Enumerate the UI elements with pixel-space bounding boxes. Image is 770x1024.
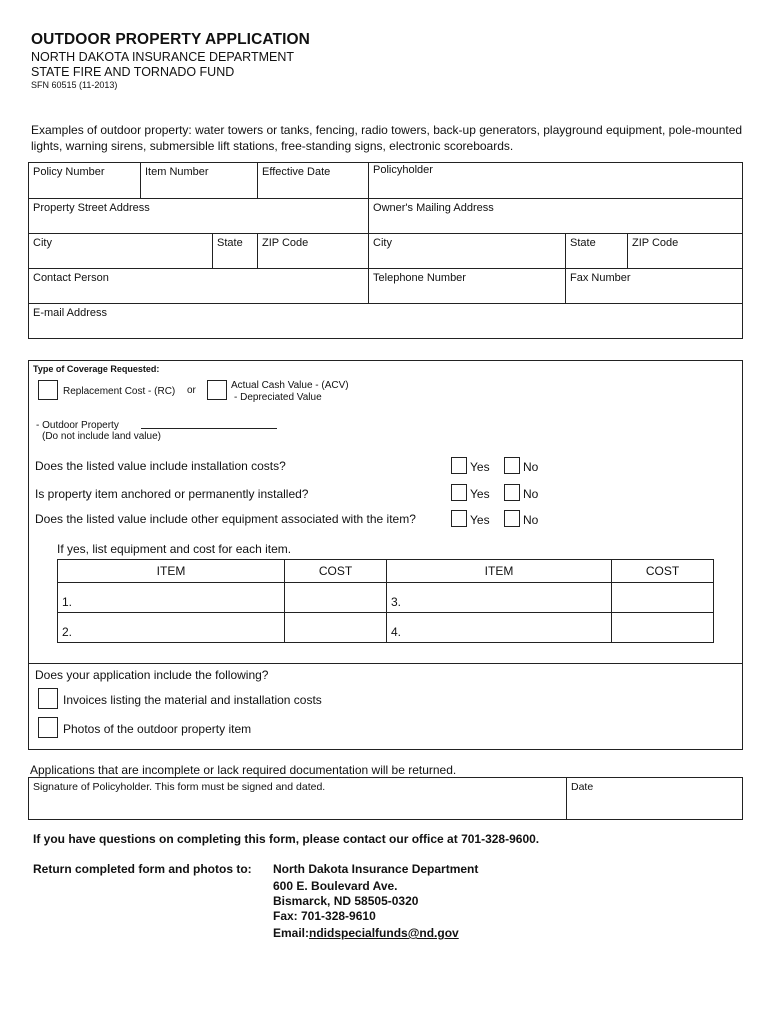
email-row bbox=[273, 926, 459, 940]
return-address-line: 600 E. Boulevard Ave. bbox=[273, 879, 398, 893]
contact-person-field[interactable]: Contact Person bbox=[29, 269, 369, 304]
outdoor-property-value-line[interactable] bbox=[141, 428, 277, 429]
effective-date-field[interactable]: Effective Date bbox=[258, 163, 369, 199]
signature-date-field[interactable]: Date bbox=[567, 778, 743, 820]
telephone-number-field[interactable]: Telephone Number bbox=[369, 269, 566, 304]
return-label: Return completed form and photos to: bbox=[33, 862, 252, 876]
form-title: OUTDOOR PROPERTY APPLICATION bbox=[31, 31, 310, 48]
questions-contact: If you have questions on completing this form, please contact our office at 701-328-9600. bbox=[33, 832, 540, 846]
documentation-question: Does your application include the following? bbox=[35, 668, 269, 682]
outdoor-property-note: (Do not include land value) bbox=[42, 431, 161, 442]
q3-yes-checkbox[interactable] bbox=[451, 510, 467, 527]
property-city-field[interactable]: City bbox=[29, 234, 213, 269]
signature-field[interactable]: Signature of Policyholder. This form must be signed and dated. bbox=[29, 778, 567, 820]
mailing-city-field[interactable]: City bbox=[369, 234, 566, 269]
item-number-field[interactable]: Item Number bbox=[141, 163, 258, 199]
table-header-cost-2: COST bbox=[612, 560, 714, 583]
invoices-label: Invoices listing the material and installation costs bbox=[63, 693, 322, 707]
q3-no-label: No bbox=[523, 513, 539, 527]
question-other-equipment: Does the listed value include other equipment associated with the item? bbox=[35, 512, 416, 526]
outdoor-property-label: - Outdoor Property bbox=[36, 420, 119, 431]
table-row bbox=[58, 613, 714, 643]
table-header-item-1: ITEM bbox=[58, 560, 285, 583]
policy-info-form bbox=[28, 162, 743, 339]
email-link[interactable]: ndidspecialfunds@nd.gov bbox=[309, 926, 459, 940]
property-zip-field[interactable]: ZIP Code bbox=[258, 234, 369, 269]
department-name: NORTH DAKOTA INSURANCE DEPARTMENT bbox=[31, 50, 294, 64]
item-cell-3[interactable]: 3. bbox=[387, 583, 612, 613]
intro-text: Examples of outdoor property: water towers or tanks, fencing, radio towers, back-up generators, playground equipment, pole-mounted lights, warning sirens, submersible lift stations, free-standing signs, electronic scoreboards. bbox=[31, 123, 743, 153]
or-label: or bbox=[187, 385, 196, 396]
acv-label: Actual Cash Value - (ACV) bbox=[231, 380, 349, 391]
rc-checkbox[interactable] bbox=[38, 380, 58, 400]
policy-number-field[interactable]: Policy Number bbox=[29, 163, 141, 199]
photos-checkbox[interactable] bbox=[38, 717, 58, 738]
form-number: SFN 60515 (11-2013) bbox=[31, 80, 118, 90]
table-header-cost-1: COST bbox=[285, 560, 387, 583]
q1-yes-label: Yes bbox=[470, 460, 490, 474]
return-address-line: Bismarck, ND 58505-0320 bbox=[273, 894, 419, 908]
q2-yes-checkbox[interactable] bbox=[451, 484, 467, 501]
cost-cell-1[interactable] bbox=[285, 583, 387, 613]
return-address-line: North Dakota Insurance Department bbox=[273, 862, 479, 876]
equipment-list-prompt: If yes, list equipment and cost for each item. bbox=[57, 542, 292, 556]
cost-cell-3[interactable] bbox=[612, 583, 714, 613]
question-installation-costs: Does the listed value include installation costs? bbox=[35, 459, 286, 473]
table-row bbox=[58, 583, 714, 613]
item-cell-4[interactable]: 4. bbox=[387, 613, 612, 643]
fax-number-field[interactable]: Fax Number bbox=[566, 269, 743, 304]
owners-mailing-address-field[interactable]: Owner's Mailing Address bbox=[369, 199, 743, 234]
invoices-checkbox[interactable] bbox=[38, 688, 58, 709]
equipment-table bbox=[57, 559, 714, 643]
acv-sublabel: - Depreciated Value bbox=[234, 392, 322, 403]
mailing-state-field[interactable]: State bbox=[566, 234, 628, 269]
table-header-item-2: ITEM bbox=[387, 560, 612, 583]
photos-label: Photos of the outdoor property item bbox=[63, 722, 252, 736]
item-cell-1[interactable]: 1. bbox=[58, 583, 285, 613]
q1-no-checkbox[interactable] bbox=[504, 457, 520, 474]
incomplete-notice: Applications that are incomplete or lack required documentation will be returned. bbox=[30, 763, 457, 777]
mailing-zip-field[interactable]: ZIP Code bbox=[628, 234, 743, 269]
q2-no-checkbox[interactable] bbox=[504, 484, 520, 501]
cost-cell-2[interactable] bbox=[285, 613, 387, 643]
item-cell-2[interactable]: 2. bbox=[58, 613, 285, 643]
q1-yes-checkbox[interactable] bbox=[451, 457, 467, 474]
q2-yes-label: Yes bbox=[470, 487, 490, 501]
q1-no-label: No bbox=[523, 460, 539, 474]
q3-no-checkbox[interactable] bbox=[504, 510, 520, 527]
q3-yes-label: Yes bbox=[470, 513, 490, 527]
coverage-heading: Type of Coverage Requested: bbox=[33, 364, 160, 374]
question-anchored: Is property item anchored or permanently installed? bbox=[35, 487, 309, 501]
q2-no-label: No bbox=[523, 487, 539, 501]
email-address-field[interactable]: E-mail Address bbox=[29, 304, 743, 339]
property-street-address-field[interactable]: Property Street Address bbox=[29, 199, 369, 234]
cost-cell-4[interactable] bbox=[612, 613, 714, 643]
policyholder-field[interactable]: Policyholder bbox=[369, 163, 743, 199]
email-label: Email: bbox=[273, 926, 310, 940]
fax-number: Fax: 701-328-9610 bbox=[273, 909, 376, 923]
signature-section bbox=[28, 777, 743, 820]
acv-checkbox[interactable] bbox=[207, 380, 227, 400]
fund-name: STATE FIRE AND TORNADO FUND bbox=[31, 65, 235, 79]
rc-label: Replacement Cost - (RC) bbox=[63, 386, 176, 397]
property-state-field[interactable]: State bbox=[213, 234, 258, 269]
